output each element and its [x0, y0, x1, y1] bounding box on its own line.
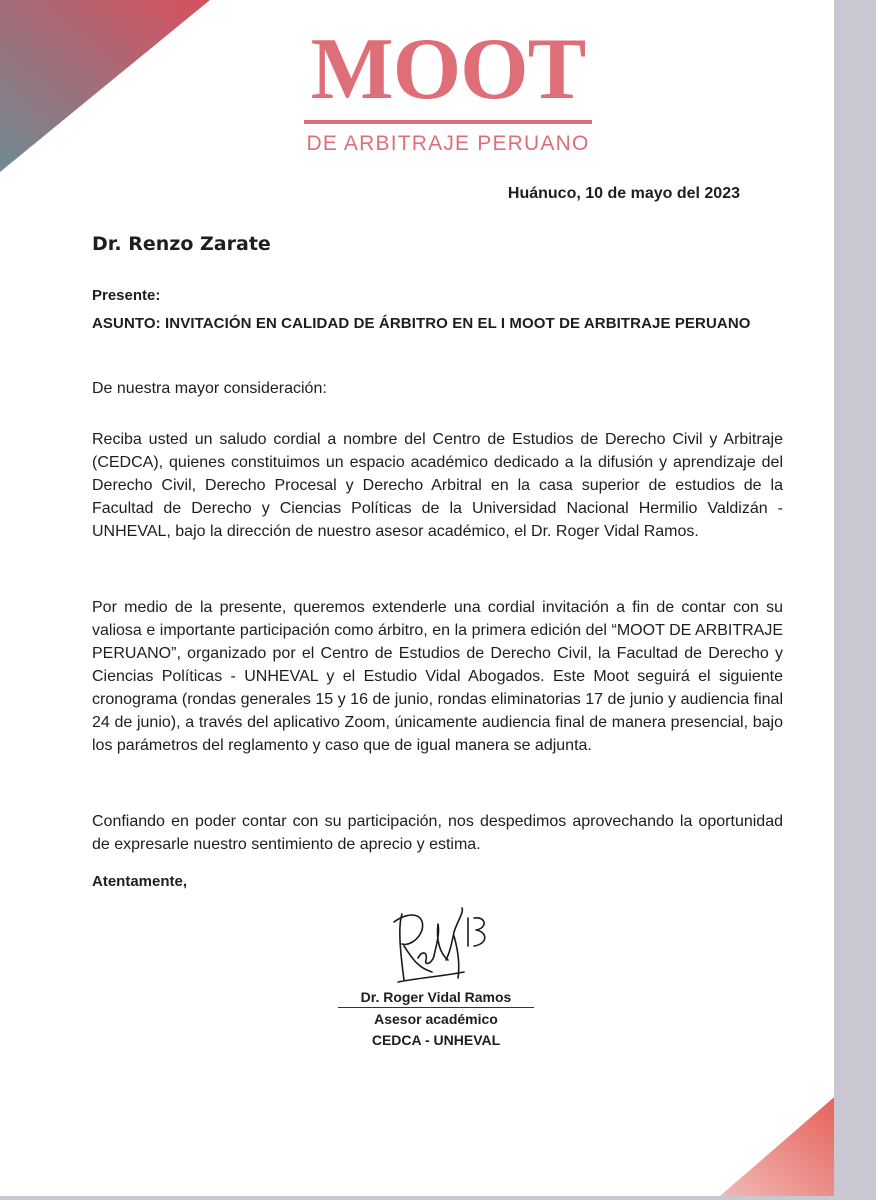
signatory-role: Asesor académico: [374, 1011, 498, 1027]
paragraph-introduction: Reciba usted un saludo cordial a nombre del Centro de Estudios de Derecho Civil y Arbitraje (CEDCA), quienes constituimos un espacio académico dedicado a la difusión y aprendizaje del Derecho Civil, Derecho Procesal y Derecho Arbitral en la casa superior de estudios de la Facultad de Derecho y Ciencias Políticas de la Universidad Nacional Hermilio Valdizán - UNHEVAL, bajo la dirección de nuestro asesor académico, el Dr. Roger Vidal Ramos.: [92, 431, 783, 540]
paragraph-invitation: Por medio de la presente, queremos extenderle una cordial invitación a fin de contar con su valiosa e importante participación como árbitro, en la primera edición del “MOOT DE ARBITRAJE PERUANO”, organizado por el Centro de Estudios de Derecho Civil, la Facultad de Derecho y Ciencias Políticas - UNHEVAL y el Estudio Vidal Abogados. Este Moot seguirá el siguiente cronograma (rondas generales 15 y 16 de junio, rondas eliminatorias 17 de junio y audiencia final 24 de junio), a través del aplicativo Zoom, únicamente audiencia final de manera presencial, bajo los parámetros del reglamento y caso que de igual manera se adjunta.: [92, 599, 783, 754]
signatory-organization: CEDCA - UNHEVAL: [371, 1032, 501, 1048]
logo-subtitle: DE ARBITRAJE PERUANO: [306, 132, 590, 155]
moot-logo: [298, 21, 598, 155]
place-date: Huánuco, 10 de mayo del 2023: [507, 185, 740, 202]
present-label: Presente:: [92, 287, 161, 304]
handwritten-signature: [388, 906, 492, 988]
subject-line: ASUNTO: INVITACIÓN EN CALIDAD DE ÁRBITRO EN EL I MOOT DE ARBITRAJE PERUANO: [92, 315, 751, 332]
signature-line: [338, 1007, 534, 1008]
corner-decoration-top-left: [0, 0, 210, 172]
paragraph-farewell: Confiando en poder contar con su participación, nos despedimos aprovechando la oportunidad de expresarle nuestro sentimiento de aprecio y estima.: [92, 813, 783, 853]
logo-title: MOOT: [310, 21, 586, 118]
signatory-name: Dr. Roger Vidal Ramos: [360, 989, 512, 1005]
corner-decoration-bottom-right: [720, 1066, 834, 1196]
logo-underline: [304, 120, 592, 124]
closing: Atentamente,: [92, 873, 188, 890]
recipient-name: Dr. Renzo Zarate: [92, 233, 271, 255]
greeting: De nuestra mayor consideración:: [92, 380, 327, 397]
